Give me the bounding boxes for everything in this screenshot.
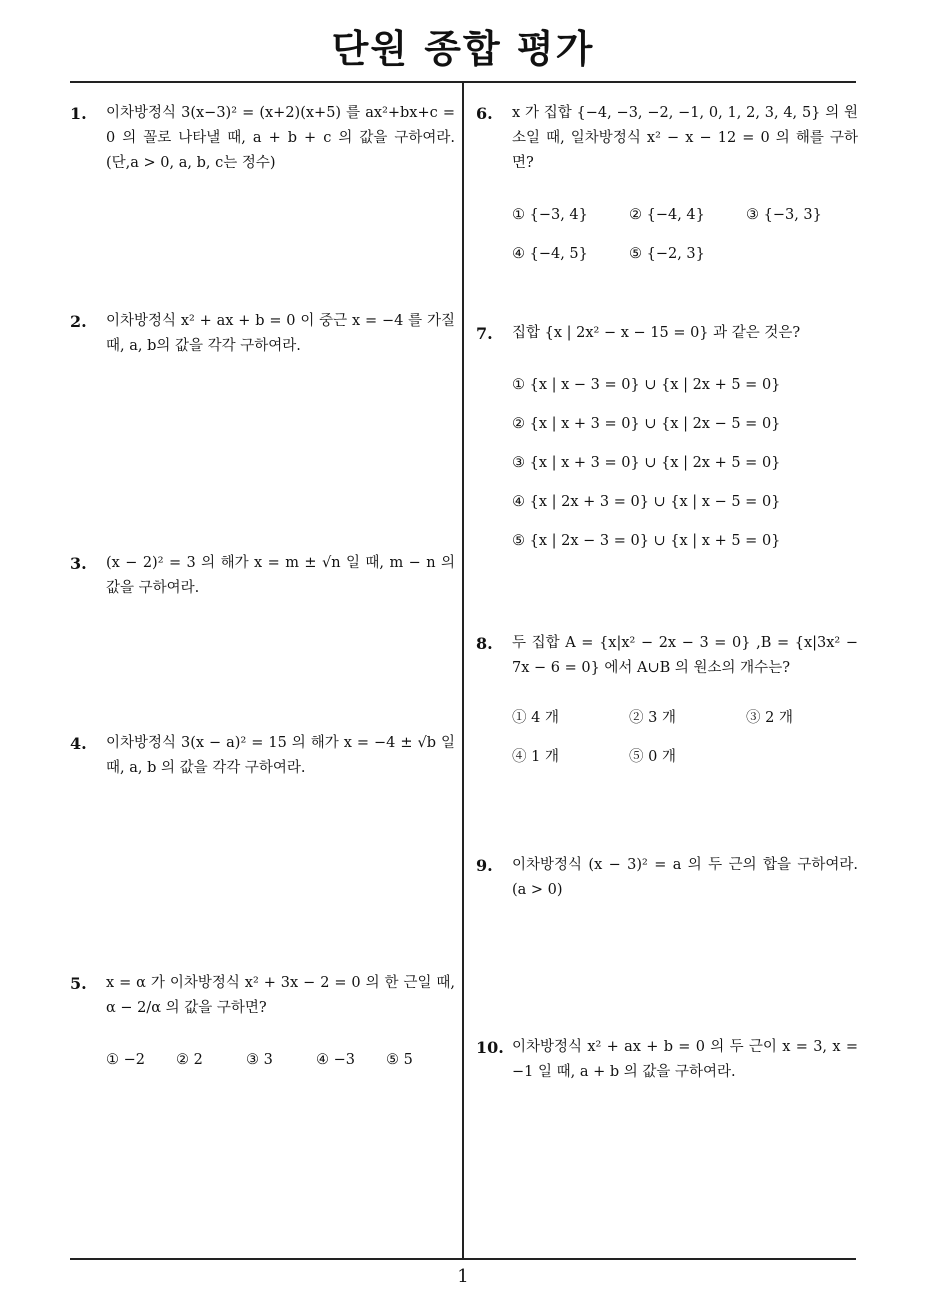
question-1 bbox=[70, 101, 455, 176]
question-text: 이차방정식 x² + ax + b = 0 의 두 근이 x = 3, x = −1 일 때, a + b 의 값을 구하여라. bbox=[512, 1039, 858, 1080]
question-number: 10. bbox=[476, 1038, 504, 1057]
question-5 bbox=[70, 971, 455, 1080]
choice-1[interactable]: ① {x | x − 3 = 0} ∪ {x | 2x + 5 = 0} bbox=[512, 377, 781, 393]
choice-3[interactable]: ③ 3 bbox=[246, 1052, 273, 1068]
choice-2[interactable]: ② {x | x + 3 = 0} ∪ {x | 2x − 5 = 0} bbox=[512, 416, 781, 432]
question-8 bbox=[476, 631, 858, 777]
question-text: 집합 {x | 2x² − x − 15 = 0} 과 같은 것은? bbox=[512, 325, 801, 341]
choice-5[interactable]: ⑤ 0 개 bbox=[629, 749, 676, 765]
choice-1[interactable]: ① {−3, 4} bbox=[512, 207, 588, 223]
question-number: 6. bbox=[476, 104, 493, 123]
choice-4[interactable]: ④ 1 개 bbox=[512, 749, 559, 765]
choice-4[interactable]: ④ {x | 2x + 3 = 0} ∪ {x | x − 5 = 0} bbox=[512, 494, 781, 510]
choice-2[interactable]: ② 2 bbox=[176, 1052, 203, 1068]
choice-4[interactable]: ④ −3 bbox=[316, 1052, 355, 1068]
question-7 bbox=[476, 321, 858, 561]
question-number: 9. bbox=[476, 856, 493, 875]
choice-list bbox=[512, 366, 858, 561]
choice-3[interactable]: ③ {−3, 3} bbox=[746, 207, 822, 223]
question-text: 이차방정식 x² + ax + b = 0 이 중근 x = −4 를 가질 때, a, b의 값을 각각 구하여라. bbox=[106, 313, 455, 354]
choice-list bbox=[512, 196, 858, 274]
page-number: 1 bbox=[457, 1266, 469, 1287]
question-10 bbox=[476, 1035, 858, 1085]
choice-5[interactable]: ⑤ 5 bbox=[386, 1052, 413, 1068]
choice-2[interactable]: ② {−4, 4} bbox=[629, 207, 705, 223]
choice-2[interactable]: ② 3 개 bbox=[629, 710, 676, 726]
question-number: 3. bbox=[70, 554, 87, 573]
question-number: 8. bbox=[476, 634, 493, 653]
question-3 bbox=[70, 551, 455, 601]
question-text: 이차방정식 3(x − a)² = 15 의 해가 x = −4 ± √b 일 때, a, b 의 값을 각각 구하여라. bbox=[106, 735, 455, 776]
choice-5[interactable]: ⑤ {−2, 3} bbox=[629, 246, 705, 262]
choice-list bbox=[106, 1041, 455, 1080]
question-number: 1. bbox=[70, 104, 87, 123]
column-divider bbox=[462, 82, 464, 1259]
question-9 bbox=[476, 853, 858, 903]
choice-4[interactable]: ④ {−4, 5} bbox=[512, 246, 588, 262]
question-text: x 가 집합 {−4, −3, −2, −1, 0, 1, 2, 3, 4, 5} 의 원소일 때, 일차방정식 x² − x − 12 = 0 의 해를 구하면? bbox=[512, 105, 858, 171]
bottom-rule bbox=[70, 1258, 856, 1260]
question-number: 4. bbox=[70, 734, 87, 753]
question-number: 7. bbox=[476, 324, 493, 343]
question-text: (x − 2)² = 3 의 해가 x = m ± √n 일 때, m − n 의 값을 구하여라. bbox=[106, 555, 455, 596]
choice-3[interactable]: ③ 2 개 bbox=[746, 710, 793, 726]
question-text: 이차방정식 3(x−3)² = (x+2)(x+5) 를 ax²+bx+c = 0 의 꼴로 나타낼 때, a + b + c 의 값을 구하여라. (단,a > 0, a, b, c는 정수) bbox=[106, 105, 455, 171]
choice-1[interactable]: ① 4 개 bbox=[512, 710, 559, 726]
question-6 bbox=[476, 101, 858, 274]
question-number: 5. bbox=[70, 974, 87, 993]
page-title: 단원 종합 평가 bbox=[331, 27, 595, 71]
choice-3[interactable]: ③ {x | x + 3 = 0} ∪ {x | 2x + 5 = 0} bbox=[512, 455, 781, 471]
choice-list bbox=[512, 699, 858, 777]
question-number: 2. bbox=[70, 312, 87, 331]
choice-5[interactable]: ⑤ {x | 2x − 3 = 0} ∪ {x | x + 5 = 0} bbox=[512, 533, 781, 549]
question-text: x = α 가 이차방정식 x² + 3x − 2 = 0 의 한 근일 때, α − 2/α 의 값을 구하면? bbox=[106, 975, 455, 1016]
question-4 bbox=[70, 731, 455, 781]
question-text: 두 집합 A = {x|x² − 2x − 3 = 0} ,B = {x|3x² − 7x − 6 = 0} 에서 A∪B 의 원소의 개수는? bbox=[512, 635, 858, 676]
question-text: 이차방정식 (x − 3)² = a 의 두 근의 합을 구하여라. (a > 0) bbox=[512, 857, 858, 898]
choice-1[interactable]: ① −2 bbox=[106, 1052, 145, 1068]
question-2 bbox=[70, 309, 455, 359]
